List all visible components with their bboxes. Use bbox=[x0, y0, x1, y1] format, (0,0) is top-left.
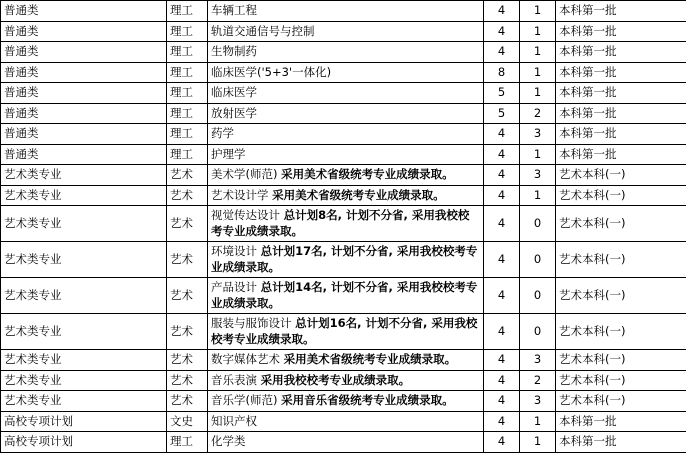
cell-enrolled: 1 bbox=[520, 83, 556, 104]
major-name: 车辆工程 bbox=[211, 3, 257, 17]
major-name: 护理学 bbox=[211, 146, 246, 161]
cell-subject: 理工 bbox=[167, 83, 208, 104]
table-row bbox=[1, 62, 686, 83]
cell-batch: 本科第一批 bbox=[556, 124, 686, 145]
cell-category: 普通类 bbox=[1, 1, 167, 22]
cell-category: 艺术类专业 bbox=[1, 206, 167, 242]
table-row bbox=[1, 185, 686, 206]
cell-major bbox=[208, 432, 484, 453]
cell-subject: 艺术 bbox=[167, 278, 208, 314]
cell-subject: 艺术 bbox=[167, 165, 208, 186]
major-name: 视觉传达设计 bbox=[211, 208, 284, 223]
cell-category: 艺术类专业 bbox=[1, 185, 167, 206]
cell-major bbox=[208, 242, 484, 278]
cell-batch: 本科第一批 bbox=[556, 62, 686, 83]
major-name: 产品设计 bbox=[211, 280, 261, 295]
cell-plan: 4 bbox=[484, 124, 520, 145]
cell-enrolled: 0 bbox=[520, 242, 556, 278]
cell-major bbox=[208, 350, 484, 371]
cell-plan: 4 bbox=[484, 350, 520, 371]
cell-plan: 5 bbox=[484, 83, 520, 104]
major-note: 采用美术省级统考专业成绩录取。 bbox=[272, 187, 445, 202]
cell-subject: 理工 bbox=[167, 62, 208, 83]
cell-category: 普通类 bbox=[1, 83, 167, 104]
cell-enrolled: 2 bbox=[520, 103, 556, 124]
major-name: 药学 bbox=[211, 126, 234, 141]
major-note: 总计划16名, 计划不分省, 采用我校校考专业成绩录取。 bbox=[211, 316, 478, 346]
table-row bbox=[1, 411, 686, 432]
cell-category: 普通类 bbox=[1, 103, 167, 124]
major-note: 总计划17名, 计划不分省, 采用我校校考专业成绩录取。 bbox=[211, 244, 478, 274]
major-note: 总计划8名, 计划不分省, 采用我校校考专业成绩录取。 bbox=[211, 208, 470, 238]
cell-category: 普通类 bbox=[1, 42, 167, 63]
cell-batch: 本科第一批 bbox=[556, 83, 686, 104]
cell-enrolled: 3 bbox=[520, 165, 556, 186]
cell-batch: 本科第一批 bbox=[556, 103, 686, 124]
cell-batch: 艺术本科(一) bbox=[556, 206, 686, 242]
cell-plan: 4 bbox=[484, 185, 520, 206]
cell-major bbox=[208, 144, 484, 165]
major-name: 环境设计 bbox=[211, 244, 261, 259]
cell-enrolled: 1 bbox=[520, 144, 556, 165]
cell-major bbox=[208, 411, 484, 432]
cell-category: 普通类 bbox=[1, 62, 167, 83]
cell-category: 普通类 bbox=[1, 21, 167, 42]
cell-major bbox=[208, 278, 484, 314]
cell-subject: 艺术 bbox=[167, 350, 208, 371]
cell-category: 高校专项计划 bbox=[1, 432, 167, 453]
table-row bbox=[1, 1, 686, 22]
cell-enrolled: 3 bbox=[520, 391, 556, 412]
table-row bbox=[1, 165, 686, 186]
cell-batch: 艺术本科(一) bbox=[556, 314, 686, 350]
cell-category: 艺术类专业 bbox=[1, 242, 167, 278]
cell-major bbox=[208, 391, 484, 412]
cell-batch: 艺术本科(一) bbox=[556, 185, 686, 206]
table-row bbox=[1, 103, 686, 124]
table-row bbox=[1, 391, 686, 412]
major-name: 临床医学 bbox=[211, 85, 257, 100]
cell-category: 普通类 bbox=[1, 124, 167, 145]
cell-batch: 艺术本科(一) bbox=[556, 391, 686, 412]
cell-batch: 本科第一批 bbox=[556, 432, 686, 453]
cell-major bbox=[208, 165, 484, 186]
cell-plan: 4 bbox=[484, 278, 520, 314]
cell-enrolled: 0 bbox=[520, 206, 556, 242]
cell-category: 艺术类专业 bbox=[1, 391, 167, 412]
cell-category: 艺术类专业 bbox=[1, 278, 167, 314]
major-name: 生物制药 bbox=[211, 44, 257, 59]
cell-batch: 本科第一批 bbox=[556, 411, 686, 432]
cell-plan: 4 bbox=[484, 1, 520, 22]
table-row bbox=[1, 206, 686, 242]
cell-subject: 理工 bbox=[167, 21, 208, 42]
major-name: 音乐学(师范) bbox=[211, 393, 282, 408]
major-name: 化学类 bbox=[211, 434, 246, 449]
cell-subject: 理工 bbox=[167, 144, 208, 165]
cell-subject: 理工 bbox=[167, 42, 208, 63]
cell-category: 艺术类专业 bbox=[1, 350, 167, 371]
cell-enrolled: 0 bbox=[520, 314, 556, 350]
cell-enrolled: 1 bbox=[520, 62, 556, 83]
cell-enrolled: 1 bbox=[520, 21, 556, 42]
table-row bbox=[1, 124, 686, 145]
cell-major bbox=[208, 1, 484, 22]
cell-enrolled: 3 bbox=[520, 350, 556, 371]
cell-batch: 艺术本科(一) bbox=[556, 242, 686, 278]
cell-plan: 4 bbox=[484, 242, 520, 278]
cell-category: 艺术类专业 bbox=[1, 370, 167, 391]
cell-subject: 艺术 bbox=[167, 185, 208, 206]
cell-category: 高校专项计划 bbox=[1, 411, 167, 432]
major-name: 音乐表演 bbox=[211, 372, 261, 387]
table-row bbox=[1, 432, 686, 453]
cell-batch: 本科第一批 bbox=[556, 21, 686, 42]
major-name: 艺术设计学 bbox=[211, 187, 273, 202]
cell-plan: 4 bbox=[484, 411, 520, 432]
cell-enrolled: 2 bbox=[520, 370, 556, 391]
table-row bbox=[1, 314, 686, 350]
cell-major bbox=[208, 206, 484, 242]
cell-plan: 4 bbox=[484, 42, 520, 63]
cell-subject: 理工 bbox=[167, 124, 208, 145]
table-row bbox=[1, 278, 686, 314]
cell-enrolled: 1 bbox=[520, 1, 556, 22]
cell-major bbox=[208, 370, 484, 391]
major-note: 总计划14名, 计划不分省, 采用我校校考专业成绩录取。 bbox=[211, 280, 478, 310]
cell-major bbox=[208, 185, 484, 206]
cell-plan: 4 bbox=[484, 432, 520, 453]
cell-batch: 艺术本科(一) bbox=[556, 370, 686, 391]
cell-subject: 理工 bbox=[167, 103, 208, 124]
cell-plan: 5 bbox=[484, 103, 520, 124]
cell-plan: 4 bbox=[484, 370, 520, 391]
major-name: 美术学(师范) bbox=[211, 167, 282, 182]
cell-enrolled: 1 bbox=[520, 411, 556, 432]
cell-category: 艺术类专业 bbox=[1, 165, 167, 186]
cell-subject: 理工 bbox=[167, 1, 208, 22]
cell-category: 普通类 bbox=[1, 144, 167, 165]
cell-batch: 艺术本科(一) bbox=[556, 350, 686, 371]
cell-major bbox=[208, 103, 484, 124]
table-row bbox=[1, 242, 686, 278]
cell-enrolled: 1 bbox=[520, 432, 556, 453]
cell-batch: 艺术本科(一) bbox=[556, 165, 686, 186]
cell-plan: 4 bbox=[484, 165, 520, 186]
cell-plan: 4 bbox=[484, 314, 520, 350]
table-row bbox=[1, 370, 686, 391]
cell-batch: 本科第一批 bbox=[556, 42, 686, 63]
cell-plan: 4 bbox=[484, 21, 520, 42]
cell-batch: 本科第一批 bbox=[556, 144, 686, 165]
table-row bbox=[1, 21, 686, 42]
cell-enrolled: 1 bbox=[520, 185, 556, 206]
major-name: 数字媒体艺术 bbox=[211, 352, 284, 367]
cell-subject: 艺术 bbox=[167, 391, 208, 412]
major-name: 临床医学('5+3'一体化) bbox=[211, 64, 332, 79]
cell-subject: 艺术 bbox=[167, 370, 208, 391]
cell-major bbox=[208, 62, 484, 83]
major-note: 采用美术省级统考专业成绩录取。 bbox=[283, 352, 457, 367]
cell-enrolled: 1 bbox=[520, 42, 556, 63]
cell-enrolled: 0 bbox=[520, 278, 556, 314]
major-note: 采用我校校考专业成绩录取。 bbox=[260, 372, 411, 387]
cell-enrolled: 3 bbox=[520, 124, 556, 145]
cell-subject: 艺术 bbox=[167, 242, 208, 278]
cell-category: 艺术类专业 bbox=[1, 314, 167, 350]
major-note: 采用音乐省级统考专业成绩录取。 bbox=[281, 393, 454, 408]
cell-plan: 8 bbox=[484, 62, 520, 83]
cell-plan: 4 bbox=[484, 144, 520, 165]
cell-subject: 艺术 bbox=[167, 206, 208, 242]
cell-major bbox=[208, 42, 484, 63]
cell-major bbox=[208, 124, 484, 145]
table-body bbox=[1, 1, 686, 453]
cell-subject: 文史 bbox=[167, 411, 208, 432]
cell-subject: 理工 bbox=[167, 432, 208, 453]
table-row bbox=[1, 350, 686, 371]
cell-subject: 艺术 bbox=[167, 314, 208, 350]
cell-plan: 4 bbox=[484, 391, 520, 412]
major-name: 轨道交通信号与控制 bbox=[211, 23, 315, 38]
major-name: 放射医学 bbox=[211, 105, 257, 120]
table-row bbox=[1, 144, 686, 165]
major-name: 知识产权 bbox=[211, 413, 257, 428]
major-note: 采用美术省级统考专业成绩录取。 bbox=[281, 167, 454, 182]
cell-plan: 4 bbox=[484, 206, 520, 242]
table-row bbox=[1, 83, 686, 104]
cell-major bbox=[208, 83, 484, 104]
cell-batch: 艺术本科(一) bbox=[556, 278, 686, 314]
cell-major bbox=[208, 314, 484, 350]
major-name: 服装与服饰设计 bbox=[211, 316, 296, 331]
cell-major bbox=[208, 21, 484, 42]
table-row bbox=[1, 42, 686, 63]
cell-batch: 本科第一批 bbox=[556, 1, 686, 22]
